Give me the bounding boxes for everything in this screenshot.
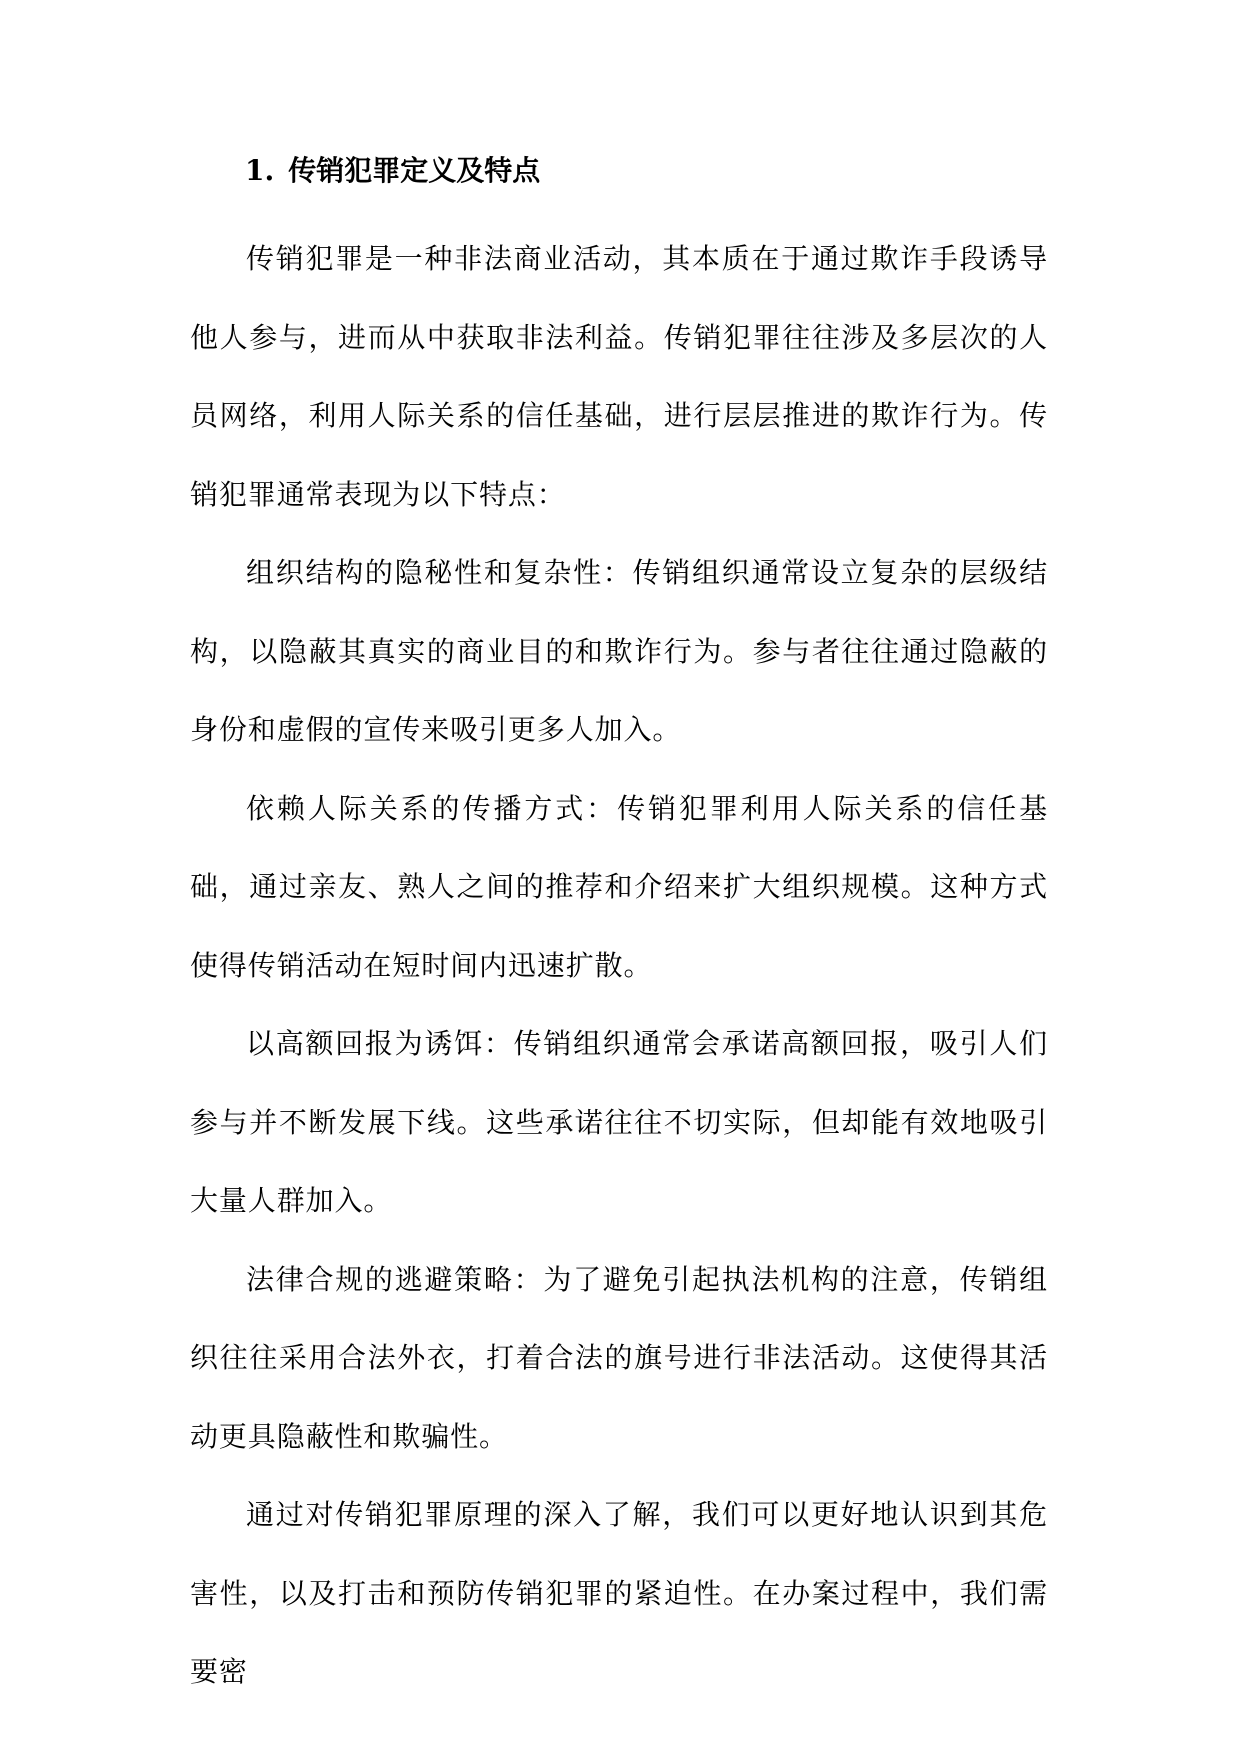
section-number: 1. — [245, 154, 275, 187]
section-heading — [245, 146, 540, 196]
paragraph-feature-relationships: 依赖人际关系的传播方式：传销犯罪利用人际关系的信任基础，通过亲友、熟人之间的推荐和介绍来扩大组织规模。这种方式使得传销活动在短时间内迅速扩散。 — [190, 791, 1048, 982]
body-text — [190, 220, 1048, 1712]
paragraph-feature-evasion: 法律合规的逃避策略：为了避免引起执法机构的注意，传销组织往往采用合法外衣，打着合法的旗号进行非法活动。这使得其活动更具隐蔽性和欺骗性。 — [190, 1262, 1048, 1453]
section-title: 传销犯罪定义及特点 — [288, 154, 541, 187]
paragraph-feature-returns: 以高额回报为诱饵：传销组织通常会承诺高额回报，吸引人们参与并不断发展下线。这些承诺往往不切实际，但却能有效地吸引大量人群加入。 — [190, 1027, 1048, 1217]
paragraph-conclusion: 通过对传销犯罪原理的深入了解，我们可以更好地认识到其危害性，以及打击和预防传销犯罪的紧迫性。在办案过程中，我们需要密 — [190, 1498, 1048, 1688]
paragraph-feature-structure: 组织结构的隐秘性和复杂性：传销组织通常设立复杂的层级结构，以隐蔽其真实的商业目的和欺诈行为。参与者往往通过隐蔽的身份和虚假的宣传来吸引更多人加入。 — [190, 556, 1048, 746]
paragraph-intro: 传销犯罪是一种非法商业活动，其本质在于通过欺诈手段诱导他人参与，进而从中获取非法利益。传销犯罪往往涉及多层次的人员网络，利用人际关系的信任基础，进行层层推进的欺诈行为。传销犯罪通常表现为以下特点： — [190, 242, 1048, 511]
